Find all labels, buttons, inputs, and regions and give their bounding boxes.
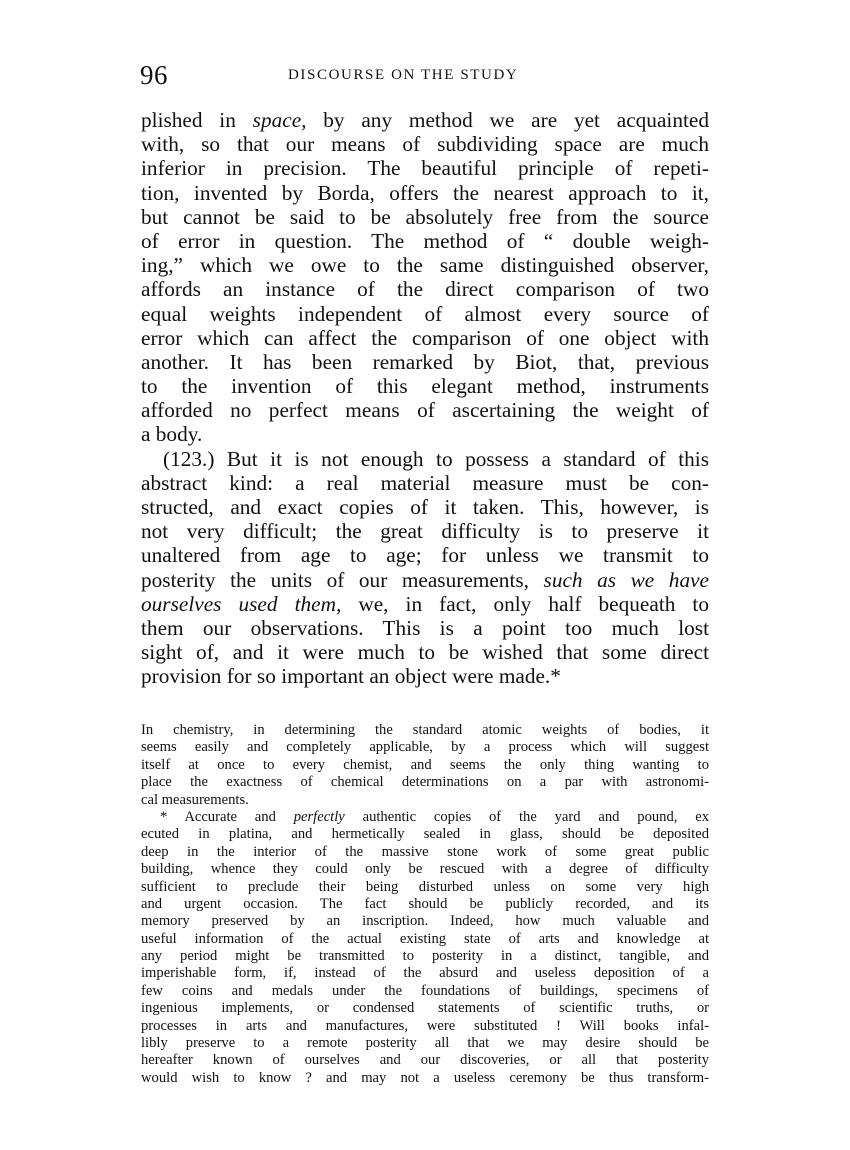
body-line xyxy=(141,616,709,640)
text-run: few coins and medals under the foundations of buildings, specimens of xyxy=(141,982,709,999)
footnote-line xyxy=(141,722,709,739)
text-run: them our observations. This is a point too much lost xyxy=(141,615,709,640)
footnote-line xyxy=(141,983,709,1000)
text-run: not very difficult; the great difficulty is to preserve it xyxy=(141,519,709,544)
body-line xyxy=(141,156,709,180)
text-run: building, whence they could only be rescued with a degree of difficulty xyxy=(141,861,709,878)
text-run: inferior in precision. The beautiful principle of repeti- xyxy=(141,156,709,181)
text-run: posterity the units of our measurements, xyxy=(141,567,544,592)
text-run: would wish to know ? and may not a useless ceremony be thus transform- xyxy=(141,1069,709,1086)
body-line xyxy=(141,422,709,446)
footnote-line xyxy=(141,774,709,791)
text-run: place the exactness of chemical determinations on a par with astronomi- xyxy=(141,774,709,791)
text-run: (123.) But it is not enough to possess a standard of this xyxy=(163,446,709,471)
text-run: sufficient to preclude their being disturbed unless on some very high xyxy=(141,878,709,895)
footnote-line xyxy=(141,1052,709,1069)
text-run: and urgent occasion. The fact should be publicly recorded, and its xyxy=(141,895,709,912)
body-line xyxy=(141,277,709,301)
paragraph-123-start xyxy=(141,447,709,471)
text-run: tion, invented by Borda, offers the nearest approach to it, xyxy=(141,180,709,205)
body-line xyxy=(141,568,709,592)
footnotes xyxy=(141,722,709,1087)
footnote-line xyxy=(141,1035,709,1052)
running-title: DISCOURSE ON THE STUDY xyxy=(288,67,519,83)
text-run: hereafter known of ourselves and our discoveries, or all that posterity xyxy=(141,1052,709,1069)
footnote-line xyxy=(141,792,709,809)
body-line xyxy=(141,350,709,374)
text-run: ing,” which we owe to the same distinguished observer, xyxy=(141,253,709,278)
footnote-line xyxy=(141,931,709,948)
text-run: structed, and exact copies of it taken. This, however, is xyxy=(141,495,709,519)
text-run: itself at once to every chemist, and seems the only thing wanting to xyxy=(141,756,709,773)
text-run: but cannot be said to be absolutely free from the source xyxy=(141,204,709,229)
body-line xyxy=(141,326,709,350)
body-line xyxy=(141,519,709,543)
italic-run: space, xyxy=(252,108,307,132)
text-run: seems easily and completely applicable, by a process which will suggest xyxy=(141,739,709,756)
text-run: to the invention of this elegant method, instruments xyxy=(141,374,709,399)
text-run: memory preserved by an inscription. Indeed, how much valuable and xyxy=(141,913,709,930)
footnote-line xyxy=(141,879,709,896)
text-run: unaltered from age to age; for unless we transmit to xyxy=(141,543,709,568)
text-run: afforded no perfect means of ascertaining the weight of xyxy=(141,398,709,423)
text-run: processes in arts and manufactures, were substituted ! Will books infal- xyxy=(141,1017,709,1034)
footnote-line xyxy=(141,861,709,878)
text-run: authentic copies of the yard and pound, ex xyxy=(344,808,710,825)
text-run: affords an instance of the direct comparison of two xyxy=(141,277,709,302)
text-run: with, so that our means of subdividing space are much xyxy=(141,132,709,157)
text-run: equal weights independent of almost every source of xyxy=(141,301,709,326)
text-run: sight of, and it were much to be wished that some direct xyxy=(141,640,709,665)
text-run: provision for so important an object were made.* xyxy=(141,664,561,689)
body-line xyxy=(141,132,709,156)
footnote-line xyxy=(141,913,709,930)
italic-run: such as we have xyxy=(543,567,710,592)
italic-run: ourselves used them, xyxy=(141,591,342,616)
footnote-line xyxy=(141,896,709,913)
text-run: libly preserve to a remote posterity all that we may desire should be xyxy=(141,1035,709,1052)
body-line xyxy=(141,181,709,205)
body-line xyxy=(141,543,709,567)
text-run: any period might be transmitted to posterity in a distinct, tangible, and xyxy=(141,948,709,965)
text-run: ingenious implements, or condensed statements of scientific truths, or xyxy=(141,1000,709,1017)
body-line xyxy=(141,592,709,616)
footnote-line xyxy=(141,1000,709,1017)
text-run: a body. xyxy=(141,422,203,447)
text-run: we, in fact, only half bequeath to xyxy=(341,591,710,616)
text-run: of error in question. The method of “ double weigh- xyxy=(141,228,709,253)
body-line xyxy=(141,664,709,688)
text-run: another. It has been remarked by Biot, that, previous xyxy=(141,349,709,374)
text-run: In chemistry, in determining the standard atomic weights of bodies, it xyxy=(141,722,709,738)
text-run: useful information of the actual existing state of arts and knowledge at xyxy=(141,930,709,947)
text-run: * Accurate and xyxy=(160,808,294,825)
body-line xyxy=(141,253,709,277)
footnote-line xyxy=(141,1070,709,1087)
body-line xyxy=(141,398,709,422)
text-run: by any method we are yet acquainted xyxy=(306,108,709,132)
text-run: ecuted in platina, and hermetically sealed in glass, should be deposited xyxy=(141,826,709,843)
text-run: error which can affect the comparison of one object with xyxy=(141,325,709,350)
italic-run: perfectly xyxy=(293,808,345,825)
body-line xyxy=(141,640,709,664)
text-run: cal measurements. xyxy=(141,791,249,808)
page-number: 96 xyxy=(140,60,168,90)
body-text xyxy=(141,108,709,689)
text-run: abstract kind: a real material measure must be con- xyxy=(141,470,709,495)
body-line xyxy=(141,229,709,253)
footnote-line xyxy=(141,757,709,774)
body-line xyxy=(141,374,709,398)
body-line xyxy=(141,471,709,495)
text-run: deep in the interior of the massive stone work of some great public xyxy=(141,843,709,860)
text-run: imperishable form, if, instead of the absurd and useless deposition of a xyxy=(141,965,709,982)
footnote-line xyxy=(141,1018,709,1035)
footnote-line xyxy=(141,965,709,982)
text-run: plished in xyxy=(141,108,253,132)
page-header xyxy=(140,60,710,90)
footnote-line xyxy=(141,844,709,861)
footnote-line xyxy=(141,739,709,756)
footnote-line xyxy=(141,826,709,843)
footnote-line xyxy=(141,948,709,965)
body-line xyxy=(141,495,709,519)
body-line xyxy=(141,108,709,132)
footnote-asterisk-start xyxy=(141,809,709,826)
body-line xyxy=(141,302,709,326)
body-line xyxy=(141,205,709,229)
